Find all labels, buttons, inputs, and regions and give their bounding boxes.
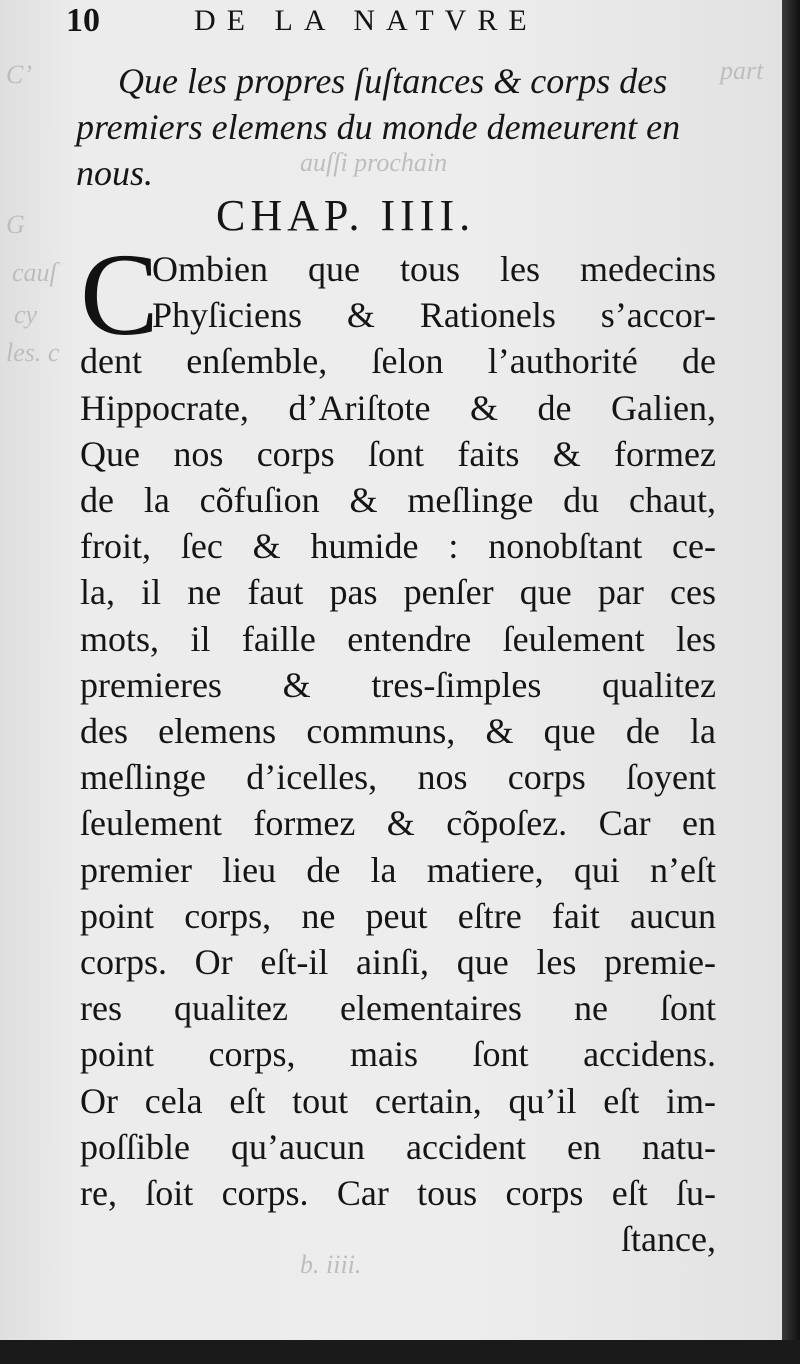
body-line: Ombien que tous les medecins <box>152 249 716 289</box>
bleed-through-mark: cy <box>14 300 38 329</box>
body-line: meſlinge d’icelles, nos corps ſoyent <box>80 757 716 798</box>
body-line: premier lieu de la matiere, qui n’eſt <box>80 849 716 890</box>
chapter-subtitle <box>76 58 716 196</box>
body-line: Or cela eſt tout certain, qu’il eſt im- <box>80 1080 716 1121</box>
body-line: corps. Or eſt-il ainſi, que les premie- <box>80 942 716 983</box>
subtitle-line: Que les propres ſuſtances & corps des <box>118 61 668 101</box>
body-line: dent enſemble, ſelon l’authorité de <box>80 341 716 382</box>
body-line: point corps, ne peut eſtre fait aucun <box>80 895 716 936</box>
body-line: la, il ne faut pas penſer que par ces <box>80 572 716 613</box>
running-head: DE LA NATVRE <box>194 4 538 37</box>
drop-cap: C <box>80 229 159 360</box>
scan-border <box>0 1340 800 1364</box>
body-text <box>80 246 716 1262</box>
body-line: point corps, mais ſont accidens. <box>80 1034 716 1075</box>
page-number: 10 <box>66 2 100 39</box>
bleed-through-mark: C’ <box>6 60 32 89</box>
bleed-through-mark: b. iiii. <box>300 1250 362 1279</box>
body-line: Que nos corps ſont faits & formez <box>80 433 716 474</box>
body-line: des elemens communs, & que de la <box>80 711 716 752</box>
subtitle-line: nous. <box>76 153 154 193</box>
body-line: ſeulement formez & cõpoſez. Car en <box>80 803 716 844</box>
chapter-heading: CHAP. IIII. <box>216 191 476 240</box>
body-line: froit, ſec & humide : nonobſtant ce- <box>80 526 716 567</box>
page-header <box>66 2 742 46</box>
body-line: de la cõfuſion & meſlinge du chaut, <box>80 480 716 521</box>
body-line: Hippocrate, d’Ariſtote & de Galien, <box>80 387 716 428</box>
bleed-through-mark: les. c <box>6 338 60 367</box>
body-line-catchword: ſtance, <box>621 1219 716 1260</box>
subtitle-line: premiers elemens du monde demeurent en <box>76 107 681 147</box>
body-line: poſſible qu’aucun accident en natu- <box>80 1126 716 1167</box>
body-line: re, ſoit corps. Car tous corps eſt ſu- <box>80 1173 716 1214</box>
body-line: Phyſiciens & Rationels s’accor- <box>152 295 716 336</box>
body-line: mots, il faille entendre ſeulement les <box>80 618 716 659</box>
body-line: res qualitez elementaires ne ſont <box>80 988 716 1029</box>
bleed-through-mark: part <box>720 56 764 85</box>
book-spine-shadow <box>782 0 800 1364</box>
bleed-through-mark: cauſ <box>12 258 57 287</box>
bleed-through-mark: G <box>6 210 25 239</box>
body-line: premieres & tres-ſimples qualitez <box>80 664 716 705</box>
bleed-through-mark: auſſi prochain <box>300 148 448 177</box>
